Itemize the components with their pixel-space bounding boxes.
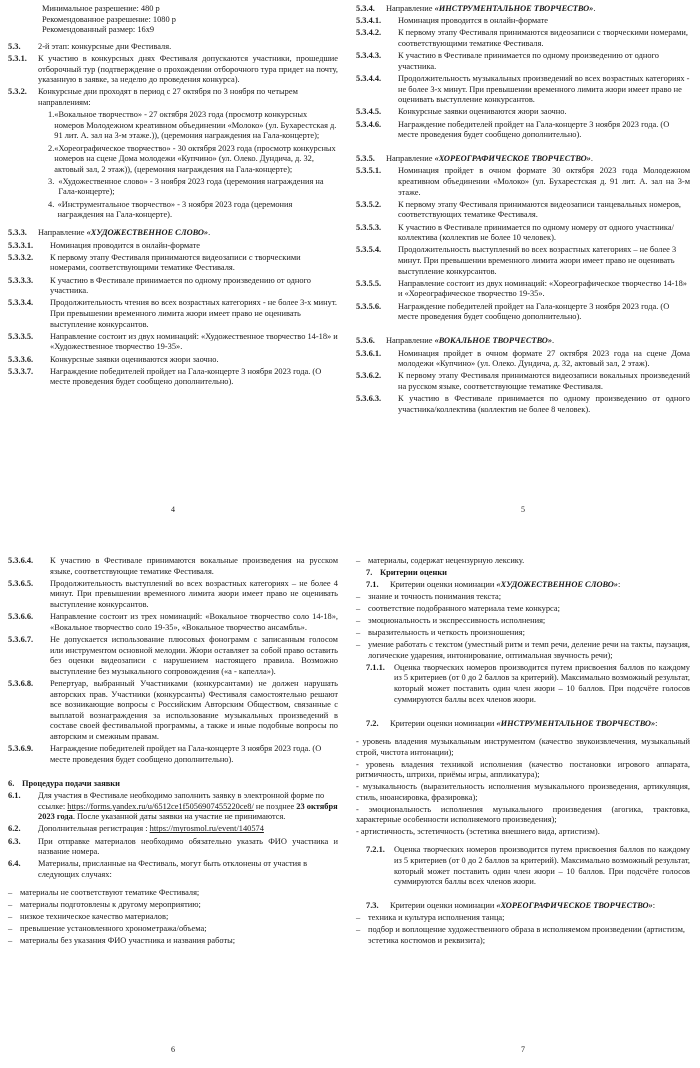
page-6 bbox=[8, 556, 338, 1064]
list-item: 5.3.4.2. К первому этапу Фестиваля принимаются видеозаписи с творческими номерами, соответствующими тематике Фестиваля. bbox=[356, 28, 689, 48]
list-item: 5.3.6.3. К участию в Фестивале принимается по одному произведению от одного участника/коллектива (коллектив не более 8 человек). bbox=[356, 394, 690, 414]
list-item: - уровень владения техникой исполнения (качество постановки игрового аппарата, ритмичность, штрихи, приёмы игры, аппликатура); bbox=[356, 759, 690, 780]
list-item: 5.3.3.4. Продолжительность чтения во всех возрастных категориях - не более 3-х минут. При превышении временного лимита жюри имеет право не оценивать выступление конкурсантов. bbox=[8, 298, 337, 329]
list-item: 5.3.6.4. К участию в Фестивале принимаются вокальные произведения на русском языке, соответствующие тематике Фестиваля. bbox=[8, 556, 338, 576]
section-7-3-heading: 7.3. Критерии оценки номинации «ХОРЕОГРАФИЧЕСКОЕ ТВОРЧЕСТВО»: bbox=[366, 901, 656, 911]
resolution-line: Минимальное разрешение: 480 p bbox=[42, 4, 160, 13]
section-5-3: 5.3. 2-й этап: конкурсные дни Фестиваля. bbox=[8, 41, 172, 51]
list-item: – выразительность и четкость произношения; bbox=[356, 628, 525, 638]
page-4 bbox=[8, 4, 338, 524]
list-item: 5.3.3.5. Направление состоит из двух номинаций: «Художественное творчество 14-18» и «Художественное творчество 19-35». bbox=[8, 331, 338, 352]
list-item: 5.3.3.1. Номинация проводится в онлайн-формате bbox=[8, 240, 200, 250]
list-item: 5.3.5.1. Номинация пройдет в очном формате 30 октября 2023 года Молодежном креативном объединении «Молоко» (ул. Бухарестская д. 91 лит. А. зал на 3-м этаже. bbox=[356, 166, 690, 197]
section-5-3-2: 5.3.2. Конкурсные дни проходят в период с 27 октября по 3 ноября по четырем направлениям: bbox=[8, 87, 298, 107]
list-item: – подбор и воплощение художественного образа в исполняемом произведении (артистизм, эстетика костюмов и реквизита); bbox=[356, 925, 685, 946]
list-item: 5.3.4.4. Продолжительность музыкальных произведений во всех возрастных категориях - не более 3-х минут. При превышении временного лимита жюри имеет право не оценивать выступление конкурсантов. bbox=[356, 73, 690, 105]
list-item: - артистичность, эстетичность (эстетика внешнего вида, артистизм). bbox=[356, 827, 600, 837]
list-item: – материалы не соответствуют тематике Фестиваля; bbox=[8, 888, 200, 898]
list-item: 5.3.5.4. Продолжительность выступлений во всех возрастных категориях – не более 3 минут. При превышении временного лимита жюри имеет право не оценивать выступление конкурсантов. bbox=[356, 245, 677, 276]
list-item: 5.3.5.5. Направление состоит из двух номинаций: «Хореографическое творчество 14-18» и «Хореографическое творчество 19-35». bbox=[356, 278, 687, 299]
section-7-1-1: 7.1.1. Оценка творческих номеров производится путем присвоения баллов по каждому из 5 критериев (от 0 до 2 баллов за критерий). Максимально возможный результат, который может поставить один член жюри – 10 баллов. При подсчёте голосов суммируются баллы всех членов жюри. bbox=[366, 662, 690, 704]
list-item: 5.3.4.5. Конкурсные заявки оцениваются жюри заочно. bbox=[356, 107, 567, 117]
list-item: 5.3.6.9. Награждение победителей пройдет на Гала-концерте 3 ноября 2023 года. (О месте проведения будет сообщено дополнительно). bbox=[8, 744, 322, 764]
list-item: 5.3.5.2. К первому этапу Фестиваля принимаются видеозаписи танцевальных номеров, соответствующих тематике Фестиваля. bbox=[356, 199, 682, 220]
page-number: 5 bbox=[521, 505, 525, 515]
list-item: – материалы, содержат нецензурную лексику. bbox=[356, 556, 525, 565]
section-6-2: 6.2. Дополнительная регистрация : https://myrosmol.ru/event/140574 bbox=[8, 824, 264, 834]
list-item: – низкое техническое качество материалов; bbox=[8, 912, 169, 922]
list-item: 5.3.6.6. Направление состоит из трех номинаций: «Вокальное творчество соло 14-18», «Вокальное творчество соло 19-35», «Вокальное творчество ансамбль». bbox=[8, 612, 338, 632]
list-item: 5.3.6.8. Репертуар, выбранный Участниками (конкурсантами) не должен нарушать авторских прав. Участники (конкурсанты) Фестиваля самостоятельно решают все возникающие вопросы с Российским Авторским Обществом, связанные с выплатой вознаграждения за использование музыкальных произведений в составе своей фестивальной программы, а также и иные подобные вопросы по авторским и смежным правам. bbox=[8, 678, 338, 741]
application-form-link[interactable]: https://forms.yandex.ru/u/6512ce1f5056907455220ce8/ bbox=[67, 801, 254, 811]
section-6-heading: 6. Процедура подачи заявки bbox=[8, 778, 120, 788]
list-item: 5.3.3.7. Награждение победителей пройдет на Гала-концерте 3 ноября 2023 года. (О месте проведения будет сообщено дополнительно). bbox=[8, 366, 322, 387]
list-item: 5.3.4.6. Награждение победителей пройдет на Гала-концерте 3 ноября 2023 года. (О месте проведения будет сообщено дополнительно). bbox=[356, 119, 670, 140]
page-number: 7 bbox=[521, 1045, 525, 1055]
section-7-1-heading: 7.1. Критерии оценки номинации «ХУДОЖЕСТВЕННОЕ СЛОВО»: bbox=[366, 580, 621, 590]
registration-link[interactable]: https://myrosmol.ru/event/140574 bbox=[149, 824, 264, 834]
list-item: 5.3.6.1. Номинация пройдет в очном формате 27 октября 2023 года на сцене Дома молодежи «Купчино» (ул. Олеко. Дундича, д. 32, актовый зал, 2 этаж). bbox=[356, 348, 690, 369]
list-item: 5.3.4.3. К участию в Фестивале принимается по одному произведению от одного участника. bbox=[356, 51, 659, 71]
list-item: 5.3.6.7. Не допускается использование плюсовых фонограмм с записанным голосом или инструментом основной мелодии. Жюри оставляет за собой право оставить без оценки видеозаписи с нарушением настоящего правила. Возможно выступление без музыкального сопровождения («а - капелла»). bbox=[8, 634, 338, 676]
resolution-line: Рекомендованный размер: 16x9 bbox=[42, 25, 155, 35]
list-item: – знание и точность понимания текста; bbox=[356, 592, 502, 602]
list-item: 5.3.3.2. К первому этапу Фестиваля принимаются видеозаписи с творческими номерами, соответствующими тематике Фестиваля. bbox=[8, 252, 301, 273]
list-item: – эмоциональность и экспрессивность исполнения; bbox=[356, 616, 546, 626]
section-6-3: 6.3. При отправке материалов необходимо обязательно указать ФИО участника и название номера. bbox=[8, 836, 338, 857]
section-6-1: 6.1. Для участия в Фестивале необходимо заполнить заявку в электронной форме по ссылке: https://forms.yandex.ru/u/6512ce1f5056907455220ce8/ не позднее 23 октября 2023 года. После указанной даты заявки на участие не принимаются. bbox=[8, 791, 338, 822]
page-7 bbox=[356, 556, 690, 1064]
list-item: – материалы подготовлены к другому мероприятию; bbox=[8, 900, 201, 910]
list-item: - музыкальность (выразительность исполнения музыкального произведения, артикуляция, стиль, нюансировка, фразировка); bbox=[356, 782, 690, 802]
list-item: – соответствие подобранного материала теме конкурса; bbox=[356, 604, 560, 614]
list-item: – материалы без указания ФИО участника и названия работы; bbox=[8, 936, 236, 946]
resolution-line: Рекомендованное разрешение: 1080 p bbox=[42, 14, 176, 24]
resolution-block bbox=[8, 4, 338, 36]
list-item: – техника и культура исполнения танца; bbox=[356, 913, 505, 923]
list-item: 5.3.5.3. К участию в Фестивале принимается по одному номеру от одного участника/коллектива (коллектив не более 10 человек). bbox=[356, 222, 674, 243]
list-item: 5.3.4.1. Номинация проводится в онлайн-формате bbox=[356, 16, 548, 26]
list-item: 4. «Инструментальное творчество» - 3 ноября 2023 года (церемония награждения на Гала-концерте). bbox=[48, 199, 293, 220]
section-7-heading: 7. Критерии оценки bbox=[366, 567, 447, 577]
section-7-2-heading: 7.2. Критерии оценки номинации «ИНСТРУМЕНТАЛЬНОЕ ТВОРЧЕСТВО»: bbox=[366, 718, 658, 728]
directions-list bbox=[8, 110, 338, 221]
section-6-4: 6.4. Материалы, присланные на Фестиваль, могут быть отклонены от участия в следующих случаях: bbox=[8, 859, 308, 879]
list-item: 3. «Художественное слово» - 3 ноября 2023 года (церемония награждения на Гала-концерте); bbox=[48, 176, 324, 197]
section-5-3-5-heading: 5.3.5. Направление «ХОРЕОГРАФИЧЕСКОЕ ТВОРЧЕСТВО». bbox=[356, 154, 593, 164]
section-5-3-6-heading: 5.3.6. Направление «ВОКАЛЬНОЕ ТВОРЧЕСТВО». bbox=[356, 336, 555, 346]
list-item: 2. «Хореографическое творчество» - 30 октября 2023 года (просмотр конкурсных номеров на сцене Дома молодежи «Купчино» (ул. Олеко. Дундича, д. 32, актовый зал, 2 этаж)), (церемония награждения на Гала-концерте); bbox=[48, 143, 336, 174]
list-item: 1. «Вокальное творчество» - 27 октября 2023 года (просмотр конкурсных номеров Молодежном креативном объединении «Молоко» (ул. Бухарестская д. 91 лит. А. зал на 3-м этаже.)), (церемония награждения на Гала-концерте); bbox=[48, 110, 337, 141]
list-item: – умение работать с текстом (уместный ритм и темп речи, деление речи на такты, паузация, логические ударения, интонирование, оптимальная звучность речи); bbox=[356, 640, 690, 660]
list-item: – превышение установленного хронометража/объема; bbox=[8, 924, 207, 934]
list-item: 5.3.6.5. Продолжительность выступлений во всех возрастных категориях – не более 4 минут. При превышении временного лимита жюри имеет право не оценивать выступление конкурсантов. bbox=[8, 578, 338, 609]
list-item: 5.3.3.6. Конкурсные заявки оцениваются жюри заочно. bbox=[8, 354, 219, 364]
page-number: 4 bbox=[171, 505, 175, 515]
list-item: 5.3.6.2. К первому этапу Фестиваля принимаются видеозаписи вокальных произведений на русском языке, соответствующие тематике Фестиваля. bbox=[356, 371, 690, 391]
list-item: 5.3.5.6. Награждение победителей пройдет на Гала-концерте 3 ноября 2023 года. (О месте проведения будет сообщено дополнительно). bbox=[356, 301, 670, 322]
section-5-3-1: 5.3.1. К участию в конкурсных днях Фестиваля допускаются участники, прошедшие отборочный тур (подтверждение о прохождении отборочного тура придет на почту, указанную в заявке, за неделю до проведения конкурса). bbox=[8, 53, 338, 85]
section-7-2-1: 7.2.1. Оценка творческих номеров производится путем присвоения баллов по каждому из 5 критериев (от 0 до 2 баллов за критерий). Максимально возможный результат, который может поставить один член жюри – 10 баллов. При подсчёте голосов суммируются баллы всех членов жюри. bbox=[366, 845, 690, 887]
list-item: 5.3.3.3. К участию в Фестивале принимается по одному произведению от одного участника. bbox=[8, 275, 311, 296]
section-5-3-4-heading: 5.3.4. Направление «ИНСТРУМЕНТАЛЬНОЕ ТВОРЧЕСТВО». bbox=[356, 4, 596, 13]
list-item: - эмоциональность исполнения музыкального произведения (агогика, трактовка, характерные особенности исполняемого произведения); bbox=[356, 804, 690, 825]
page-number: 6 bbox=[171, 1045, 175, 1055]
page-5 bbox=[356, 4, 690, 524]
section-5-3-3-heading: 5.3.3. Направление «ХУДОЖЕСТВЕННОЕ СЛОВО». bbox=[8, 228, 211, 238]
list-item: - уровень владения музыкальным инструментом (качество звукоизвлечения, музыкальный строй, чистота интонации); bbox=[356, 737, 690, 757]
